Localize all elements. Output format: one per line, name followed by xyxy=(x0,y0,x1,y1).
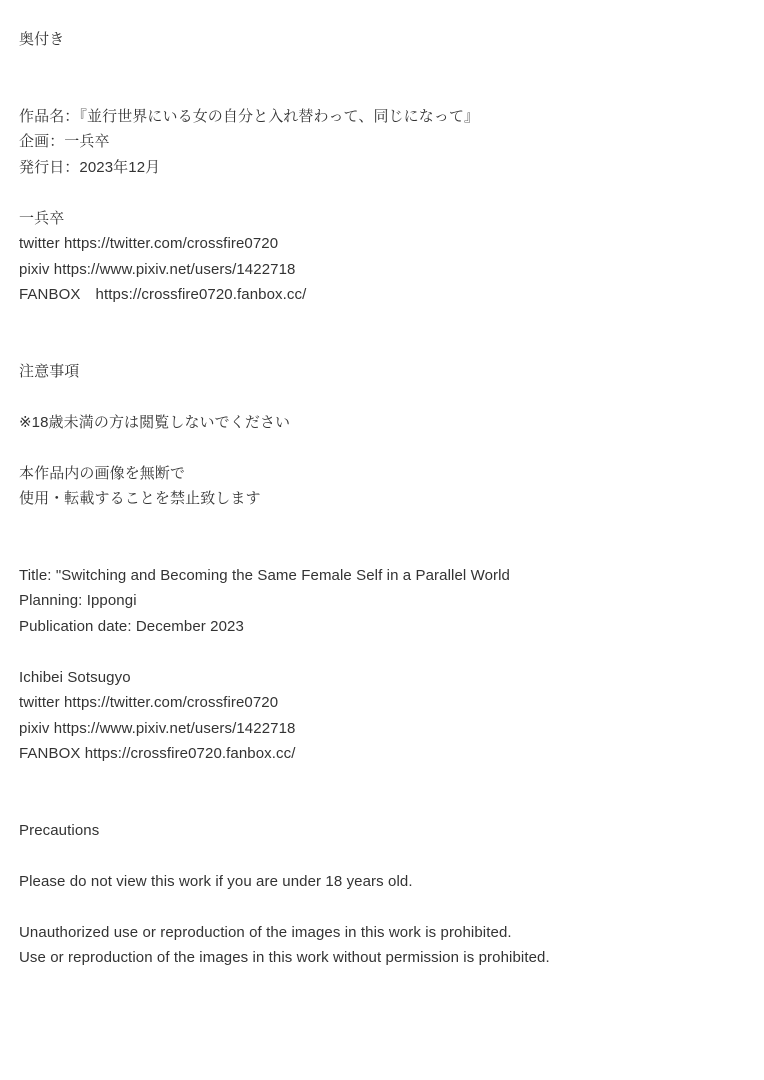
pixiv-link-en: pixiv https://www.pixiv.net/users/1422718 xyxy=(19,719,296,737)
pixiv-link-jp: pixiv https://www.pixiv.net/users/1422718 xyxy=(19,260,296,278)
copyright-jp-group xyxy=(19,461,744,512)
colophon-heading-group xyxy=(19,27,744,53)
age-warning-jp-group xyxy=(19,410,744,436)
publication-date-en: Publication date: December 2023 xyxy=(19,617,244,635)
copyright-en-line1: Unauthorized use or reproduction of the images in this work is prohibited. xyxy=(19,923,512,941)
author-en-group xyxy=(19,665,744,767)
notes-heading-en: Precautions xyxy=(19,821,100,839)
author-jp-group xyxy=(19,206,744,308)
fanbox-link-jp: FANBOX https://crossfire0720.fanbox.cc/ xyxy=(19,286,307,303)
twitter-link-jp: twitter https://twitter.com/crossfire0720 xyxy=(19,235,279,252)
notes-jp-heading-group xyxy=(19,359,744,385)
fanbox-link-en: FANBOX https://crossfire0720.fanbox.cc/ xyxy=(19,745,296,762)
copyright-jp-line1: 本作品内の画像を無断で xyxy=(19,464,186,482)
publication-date-jp: 発行日：2023年12月 xyxy=(19,158,161,176)
age-warning-en: Please do not view this work if you are under 18 years old. xyxy=(19,872,413,890)
work-info-jp-group xyxy=(19,104,744,181)
age-warning-jp: ※18歳未満の方は閲覧しないでください xyxy=(19,413,291,431)
age-warning-en-group xyxy=(19,869,744,895)
colophon-heading: 奥付き xyxy=(19,31,65,48)
notes-en-heading-group xyxy=(19,818,744,844)
work-title-en: Title: "Switching and Becoming the Same Female Self in a Parallel World xyxy=(19,566,510,584)
work-title-jp: 作品名：『並行世界にいる女の自分と入れ替わって、同じになって』 xyxy=(19,107,480,125)
copyright-en-group xyxy=(19,920,744,971)
planning-jp: 企画：一兵卒 xyxy=(19,133,110,150)
twitter-link-en: twitter https://twitter.com/crossfire0720 xyxy=(19,694,279,711)
copyright-en-line2: Use or reproduction of the images in this work without permission is prohibited. xyxy=(19,949,550,966)
author-name-jp: 一兵卒 xyxy=(19,209,65,227)
copyright-jp-line2: 使用・転載することを禁止致します xyxy=(19,490,261,507)
author-name-en: Ichibei Sotsugyo xyxy=(19,668,131,686)
planning-en: Planning: Ippongi xyxy=(19,592,137,609)
work-info-en-group xyxy=(19,563,744,640)
notes-heading-jp: 注意事項 xyxy=(19,362,80,380)
